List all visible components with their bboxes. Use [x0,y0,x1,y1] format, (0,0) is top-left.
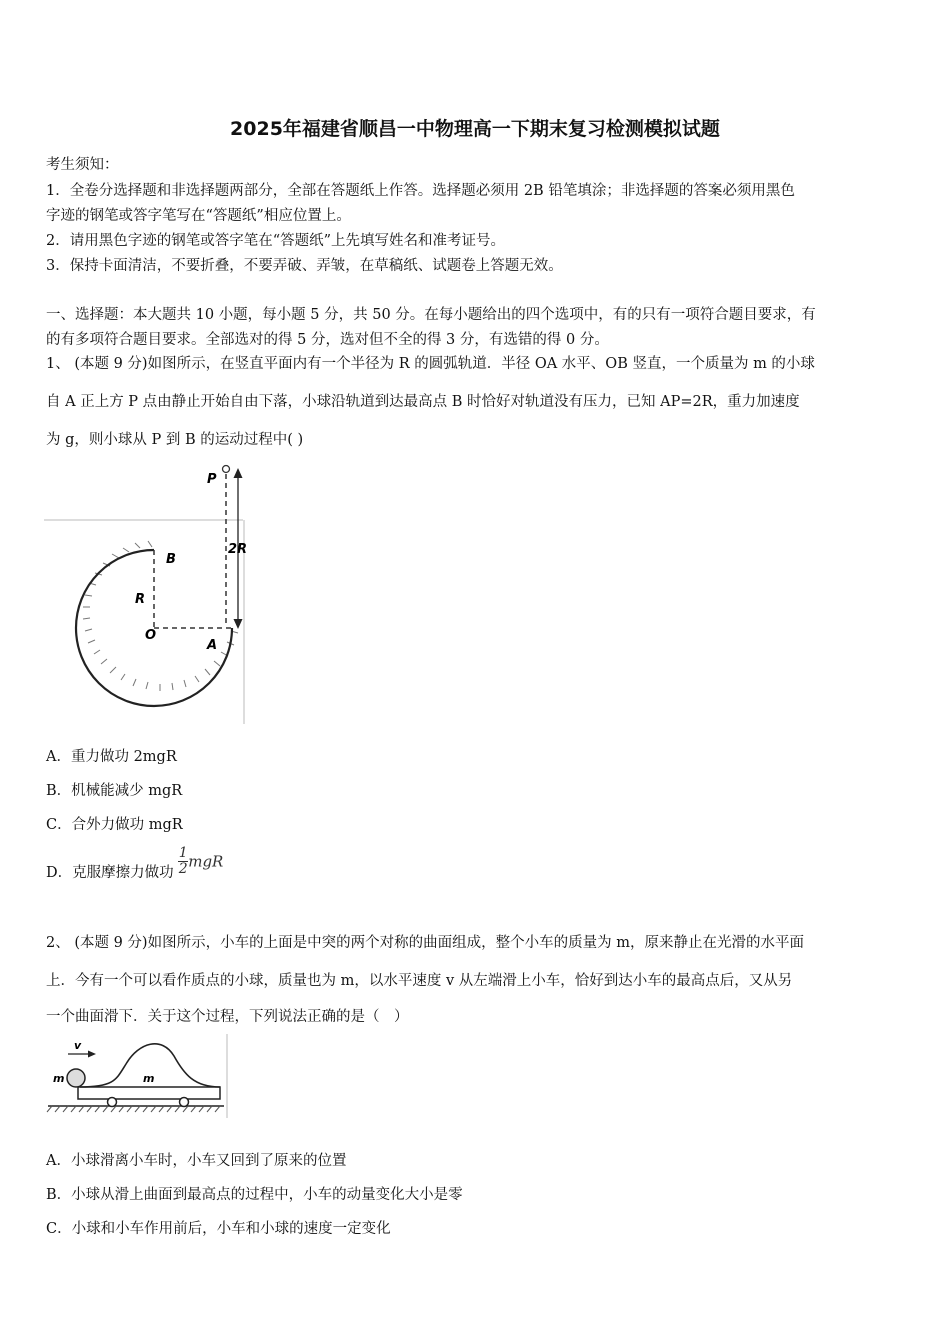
q1-figure [44,462,254,724]
arc-hatching [83,541,238,691]
fraction-one-half [178,846,188,877]
label-A: A [207,638,218,653]
q1-option-D[interactable] [46,845,224,881]
wheel-left [108,1098,117,1107]
page-title: 2025年福建省顺昌一中物理高一下期末复习检测模拟试题 [230,118,720,140]
arrow-down [234,619,243,629]
fraction-denominator: 2 [178,861,188,877]
q1-stem-3: 为 g，则小球从 P 到 B 的运动过程中( ) [46,432,304,448]
label-v: v [74,1039,82,1052]
label-2R: 2R [228,542,248,557]
arrow-up [234,468,243,478]
q2-option-A-text: A．小球滑离小车时，小车又回到了原来的位置 [46,1153,347,1169]
q1-stem-2: 自 A 正上方 P 点由静止开始自由下落，小球沿轨道到达最高点 B 时恰好对轨道没有压力，已知 AP=2R，重力加速度 [46,394,800,410]
label-m-ball: m [53,1072,65,1085]
q2-stem-1: 2、 (本题 9 分)如图所示，小车的上面是中突的两个对称的曲面组成，整个小车的质量为 m，原来静止在光滑的水平面 [46,935,804,951]
notice-heading: 考生须知： [46,157,119,173]
q2-option-B-text: B．小球从滑上曲面到最高点的过程中，小车的动量变化大小是零 [46,1187,463,1203]
q1-option-A-text: A．重力做功 2mgR [46,749,177,765]
q1-option-A[interactable] [46,745,177,766]
notice-line-1b: 字迹的钢笔或答字笔写在“答题纸”相应位置上。 [46,208,351,224]
q1-option-B-text: B．机械能减少 mgR [46,783,183,799]
label-m-cart: m [143,1072,155,1085]
q2-option-B[interactable] [46,1183,463,1204]
notice-line-1a: 1．全卷分选择题和非选择题两部分，全部在答题纸上作答。选择题必须用 2B 铅笔填涂；非选择题的答案必须用黑色 [46,183,795,199]
q2-stem-2: 上．今有一个可以看作质点的小球，质量也为 m，以水平速度 v 从左端滑上小车，恰好到达小车的最高点后，又从另 [46,973,793,989]
velocity-arrowhead [88,1051,96,1058]
fraction-numerator: 1 [178,845,188,861]
cart-base [78,1087,220,1099]
wheel-right [180,1098,189,1107]
section-intro-1: 一、选择题：本大题共 10 小题，每小题 5 分，共 50 分。在每小题给出的四个选项中，有的只有一项符合题目要求，有 [46,307,816,323]
label-R: R [135,592,146,607]
notice-line-3: 3．保持卡面清洁，不要折叠，不要弄破、弄皱，在草稿纸、试题卷上答题无效。 [46,258,563,274]
label-B: B [166,552,176,567]
q1-option-D-text: D．克服摩擦力做功 [46,865,174,881]
q1-option-C-text: C．合外力做功 mgR [46,817,183,833]
q1-option-B[interactable] [46,779,182,800]
q2-option-A[interactable] [46,1149,346,1170]
q1-stem-1: 1、 (本题 9 分)如图所示，在竖直平面内有一个半径为 R 的圆弧轨道．半径 OA 水平、OB 竖直，一个质量为 m 的小球 [46,356,815,372]
q2-figure [44,1034,230,1118]
q2-stem-3: 一个曲面滑下．关于这个过程，下列说法正确的是（ ） [46,1009,409,1025]
q2-option-C-text: C．小球和小车作用前后，小车和小球的速度一定变化 [46,1221,391,1237]
q2-option-C[interactable] [46,1217,391,1238]
notice-line-2: 2．请用黑色字迹的钢笔或答字笔在“答题纸”上先填写姓名和准考证号。 [46,233,506,249]
ball [67,1069,85,1087]
q1-option-D-formula-tail: mgR [188,852,224,871]
label-O: O [145,628,157,643]
label-P: P [207,472,217,487]
q1-option-C[interactable] [46,813,183,834]
section-intro-2: 的有多项符合题目要求。全部选对的得 5 分，选对但不全的得 3 分，有选错的得 0 分。 [46,332,609,348]
ball-P [223,466,230,473]
ground-hatching [47,1106,220,1112]
